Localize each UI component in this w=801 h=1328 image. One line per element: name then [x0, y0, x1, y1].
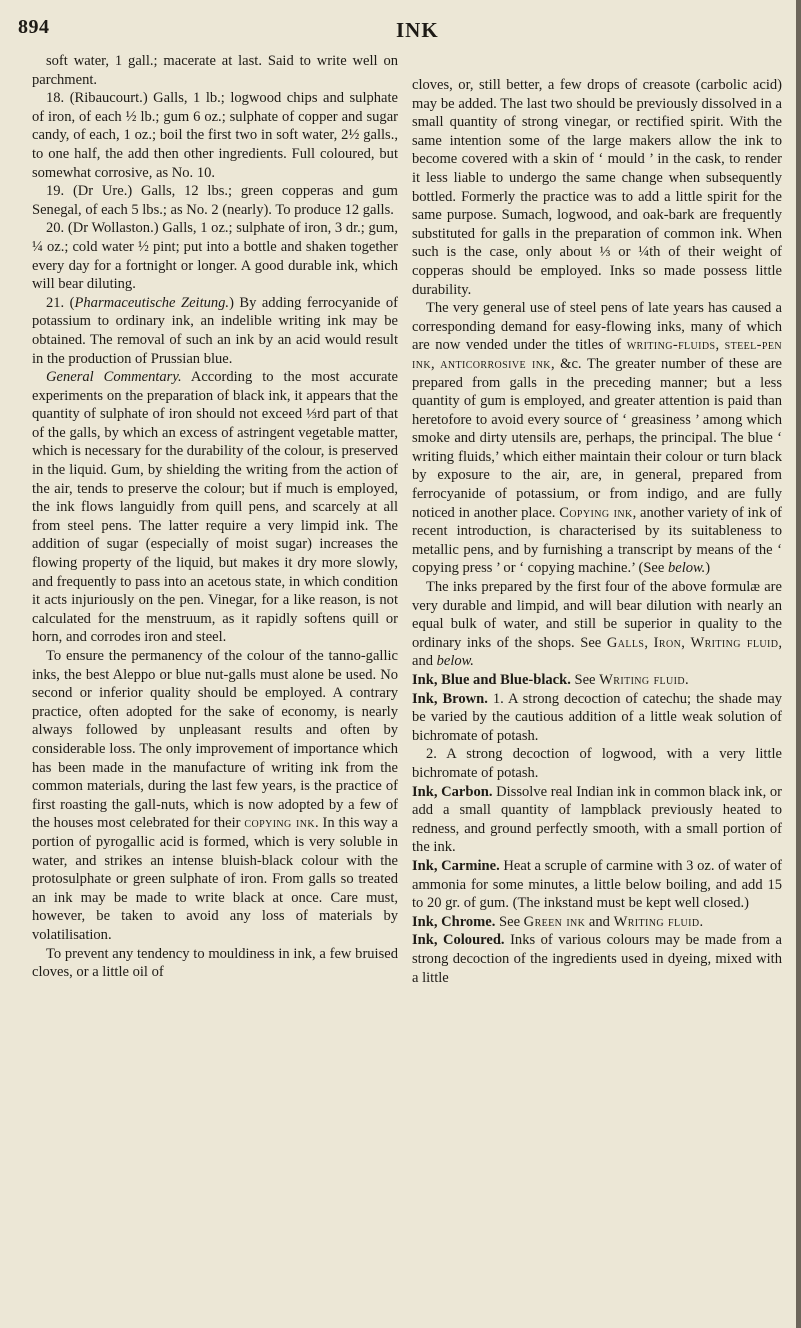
paragraph: Ink, Chrome. See Green ink and Writing fluid.	[412, 913, 704, 930]
paragraph: Ink, Carbon. Dissolve real Indian ink in common black ink, or add a small quantity of lampblack previously heated to redness, and ground perfectly smooth, with a small portion of the ink.	[412, 783, 782, 856]
running-head: INK	[396, 18, 439, 42]
paragraph: General Commentary. According to the most accurate experiments on the preparation of black ink, it appears that the quantity of sulphate of iron should not exceed ⅓rd part of that of the galls, by which an excess of astringent vegetable matter, which is necessary for the durability of the colour, is preserved in the liquid. Gum, by shielding the writing from the action of the air, tends to preserve the colour; but if much is employed, the ink flows languidly from quill pens, and scarcely at all from steel pens. The latter require a very limpid ink. The addition of sugar (especially of moist sugar) increases the flowing property of the liquid, but makes it dry more slowly, and frequently to pass into an acetous state, in which condition it acts injuriously on the pen. Vinegar, for a like reason, is not calculated for the menstruum, as it rapidly softens quill or horn, and corrodes iron and steel.	[32, 369, 398, 646]
paragraph: 2. A strong decoction of logwood, with a very little bichromate of potash.	[412, 746, 782, 781]
paragraph: 20. (Dr Wollaston.) Galls, 1 oz.; sulphate of iron, 3 dr.; gum, ¼ oz.; cold water ½ pint; put into a bottle and shaken together every day for a fortnight or longer. A good durable ink, which will bear diluting.	[32, 220, 398, 293]
right-column	[412, 76, 782, 987]
left-column	[32, 52, 398, 982]
paragraph: To prevent any tendency to mouldiness in ink, a few bruised cloves, or a little oil of	[32, 945, 398, 981]
paragraph: To ensure the permanency of the colour of the tanno-gallic inks, the best Aleppo or blue nut-galls must alone be used. No second or inferior quality should be employed. A contrary practice, often adopted for the sake of economy, is nearly always followed by unpleasant results and often by considerable loss. The only improvement of importance which has been made in the manufacture of writing ink from the common materials, during the last few years, is the practice of first roasting the gall-nuts, which is now adopted by a few of the houses most celebrated for their copying ink. In this way a portion of pyrogallic acid is formed, which is very soluble in water, and strikes an intense bluish-black colour with the protosulphate or green sulphate of iron. From galls so treated an ink may be made to write black at once. Care must, however, be taken to avoid any loss of materials by volatilisation.	[32, 648, 399, 943]
paragraph: 18. (Ribaucourt.) Galls, 1 lb.; logwood chips and sulphate of iron, of each ½ lb.; gum 6 oz.; sulphate of copper and sugar candy, of each, 1 oz.; boil the first two in soft water, 2½ galls., to one half, the add then other ingredients. Full coloured, but somewhat corrosive, as No. 10.	[32, 90, 398, 181]
paragraph: Ink, Blue and Blue-black. See Writing fluid.	[412, 672, 689, 688]
paragraph: Ink, Carmine. Heat a scruple of carmine with 3 oz. of water of ammonia for some minutes, a little below boiling, and add 15 to 20 gr. of gum. (The inkstand must be kept well closed.)	[412, 857, 782, 912]
page-number: 894	[18, 16, 50, 38]
paragraph: Ink, Brown. 1. A strong decoction of catechu; the shade may be varied by the cautious addition of a little weak solution of bichromate of potash.	[412, 690, 782, 744]
paragraph: The inks prepared by the first four of the above formulæ are very durable and limpid, and will bear dilution with nearly an equal bulk of water, and still be superior in quality to the ordinary inks of the shops. See Galls, Iron, Writing fluid, and below.	[412, 579, 782, 670]
paragraph: Ink, Coloured. Inks of various colours may be made from a strong decoction of the ingredients used in dyeing, mixed with a little	[412, 932, 782, 986]
paragraph: 19. (Dr Ure.) Galls, 12 lbs.; green copperas and gum Senegal, of each 5 lbs.; as No. 2 (nearly). To produce 12 galls.	[32, 183, 398, 218]
paragraph: soft water, 1 gall.; macerate at last. Said to write well on parchment.	[32, 53, 398, 88]
paragraph: 21. (Pharmaceutische Zeitung.) By adding ferrocyanide of potassium to ordinary ink, an indelible writing ink may be obtained. The removal of such an ink by an acid would result in the production of Prussian blue.	[32, 294, 399, 367]
paragraph: The very general use of steel pens of late years has caused a corresponding demand for easy-flowing inks, many of which are now vended under the titles of writing-fluids, steel-pen ink, anticorrosive ink, &c. The greater number of these are prepared from galls in the preceding manner; but a less quantity of gum is employed, and greater attention is paid than heretofore to avoid every source of ‘ greasiness ’ among which smoke and dirty utensils are, perhaps, the principal. The blue ‘ writing fluids,’ which either maintain their colour or turn black by exposure to the air, are, in general, prepared from ferrocyanide of potassium, or from indigo, and are fully noticed in another place. Copying ink, another variety of ink of recent introduction, is characterised by its suitableness to metallic pens, and by furnishing a transcript by means of the ‘ copying press ’ or ‘ copying machine.’ (See below.)	[412, 300, 783, 577]
page-edge-shadow	[796, 0, 801, 1328]
paragraph: cloves, or, still better, a few drops of creasote (carbolic acid) may be added. The last two should be previously dissolved in a small quantity of strong vinegar, or rectified spirit. With the same intention some of the large makers allow the ink to become covered with a skin of ‘ mould ’ in the cask, to render it less liable to undergo the same change when subsequently bottled. Formerly the practice was to add a little spirit for the same purpose. Sumach, logwood, and oak-bark are frequently substituted for galls in the preparation of common ink. When such is the case, only about ⅓ or ¼th of their weight of copperas should be employed. Inks so made possess little durability.	[412, 77, 782, 298]
